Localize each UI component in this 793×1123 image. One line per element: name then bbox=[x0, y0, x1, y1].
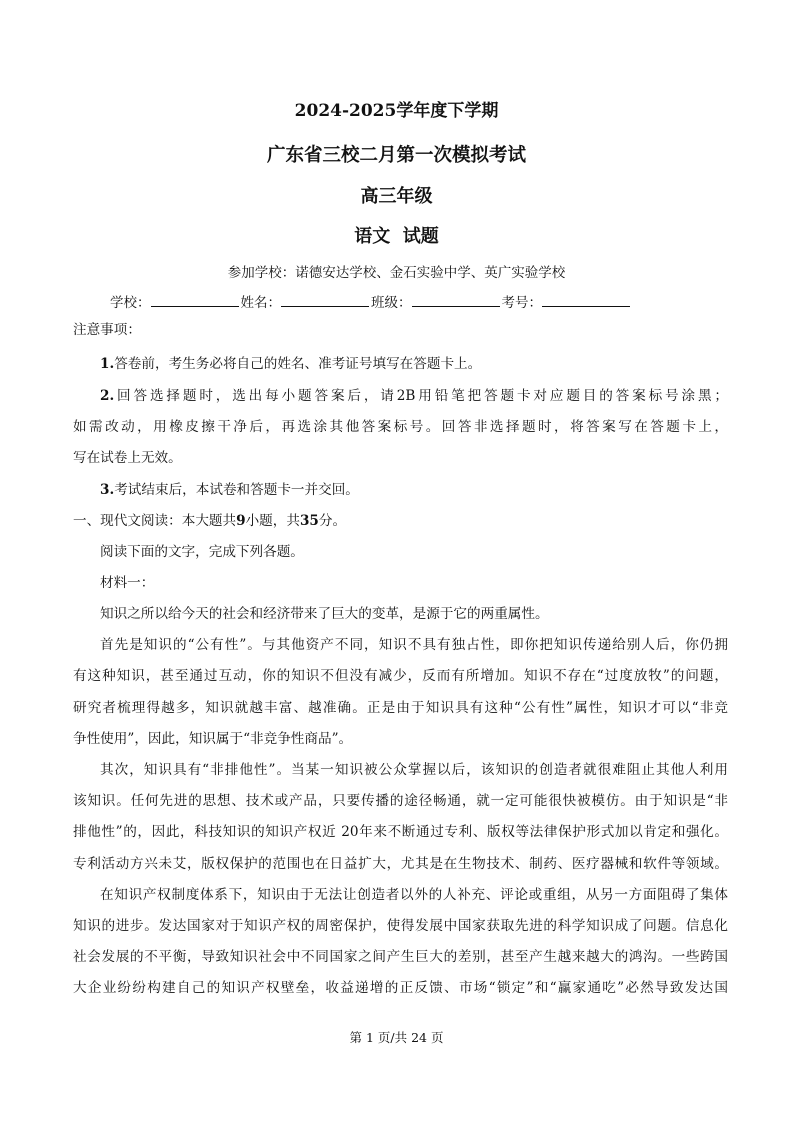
passage-line: 社会发展的不平衡，导致知识社会中不同国家之间产生巨大的差别，甚至产生越来越大的鸿沟。一些跨国 bbox=[73, 949, 728, 965]
participating-schools: 参加学校：诺德安达学校、金石实验中学、英广实验学校 bbox=[227, 265, 566, 281]
passage-line: 该知识。任何先进的思想、技术或产品，只要传播的途径畅通，就一定可能很快被模仿。由于知识是“非 bbox=[73, 793, 728, 809]
notice-item-3 bbox=[100, 481, 728, 499]
class-label: 班级： bbox=[371, 295, 412, 311]
page-number: 第 1 页/共 24 页 bbox=[349, 1030, 444, 1045]
question-count: 9 bbox=[236, 513, 246, 529]
notice-item-3-text: 考试结束后，本试卷和答题卡一并交回。 bbox=[114, 482, 359, 498]
section-heading-b: 小题，共 bbox=[245, 513, 300, 529]
notice-item-1 bbox=[100, 355, 728, 373]
school-blank[interactable] bbox=[151, 294, 239, 307]
passage-line: 知识的进步。发达国家对于知识产权的周密保护，使得发展中国家获取先进的科学知识成了问题。信息化 bbox=[73, 918, 728, 934]
name-blank[interactable] bbox=[281, 294, 369, 307]
notice-item-2-line-3: 写在试卷上无效。 bbox=[73, 450, 182, 466]
exam-number-blank[interactable] bbox=[542, 294, 630, 307]
school-label: 学校： bbox=[110, 295, 151, 311]
passage-line: 其次，知识具有“非排他性”。当某一知识被公众掌握以后，该知识的创造者就很难阻止其他人利用 bbox=[100, 762, 728, 778]
notice-item-2-text: 回答选择题时，选出每小题答案后，请2B用铅笔把答题卡对应题目的答案标号涂黑； bbox=[114, 388, 728, 404]
passage-line: 首先是知识的“公有性”。与其他资产不同，知识不具有独占性，即你把知识传递给别人后，你仍拥 bbox=[100, 637, 728, 653]
passage-line: 研究者梳理得越多，知识就越丰富、越准确。正是由于知识具有这种“公有性”属性，知识才可以“非竞 bbox=[73, 700, 728, 716]
notice-item-2-number: 2. bbox=[100, 388, 115, 404]
passage-line: 大企业纷纷构建自己的知识产权壁垒，收益递增的正反馈、市场“锁定”和“赢家通吃”必然导致发达国 bbox=[73, 980, 728, 996]
material-label: 材料一： bbox=[100, 575, 155, 591]
passage-line: 专利活动方兴未艾，版权保护的范围也在日益扩大，尤其是在生物技术、制药、医疗器械和软件等领域。 bbox=[73, 856, 728, 872]
passage-line: 知识之所以给今天的社会和经济带来了巨大的变革，是源于它的两重属性。 bbox=[100, 606, 549, 622]
passage-line: 排他性”的，因此，科技知识的知识产权近 20年来不断通过专利、版权等法律保护形式加以肯定和强化。 bbox=[73, 824, 728, 840]
subject-title: 语文 试题 bbox=[354, 226, 439, 247]
grade-title: 高三年级 bbox=[360, 186, 433, 207]
notice-item-1-text: 答卷前，考生务必将自己的姓名、准考证号填写在答题卡上。 bbox=[114, 356, 482, 372]
section-heading bbox=[73, 512, 728, 530]
passage-line: 有这种知识，甚至通过互动，你的知识不但没有减少，反而有所增加。知识不存在“过度放牧”的问题， bbox=[73, 668, 728, 684]
total-points: 35 bbox=[299, 513, 319, 529]
exam-title: 广东省三校二月第一次模拟考试 bbox=[266, 145, 526, 166]
passage-line: 在知识产权制度体系下，知识由于无法让创造者以外的人补充、评论或重组，从另一方面阻碍了集体 bbox=[100, 887, 728, 903]
exam-number-label: 考号： bbox=[501, 295, 542, 311]
reading-instruction: 阅读下面的文字，完成下列各题。 bbox=[100, 544, 304, 560]
academic-year-title: 2024-2025学年度下学期 bbox=[294, 101, 499, 121]
section-heading-a: 一、现代文阅读：本大题共 bbox=[73, 513, 237, 529]
name-label: 姓名： bbox=[240, 295, 281, 311]
student-info-fields bbox=[110, 291, 632, 311]
class-blank[interactable] bbox=[412, 294, 500, 307]
notice-title: 注意事项： bbox=[73, 322, 141, 338]
section-heading-c: 分。 bbox=[318, 513, 347, 529]
notice-item-1-number: 1. bbox=[100, 356, 115, 372]
passage-line: 争性使用”，因此，知识属于“非竞争性商品”。 bbox=[73, 731, 353, 747]
notice-item-2-line-1 bbox=[100, 387, 728, 405]
notice-item-3-number: 3. bbox=[100, 482, 115, 498]
notice-item-2-line-2: 如需改动，用橡皮擦干净后，再选涂其他答案标号。回答非选择题时，将答案写在答题卡上， bbox=[73, 419, 728, 435]
